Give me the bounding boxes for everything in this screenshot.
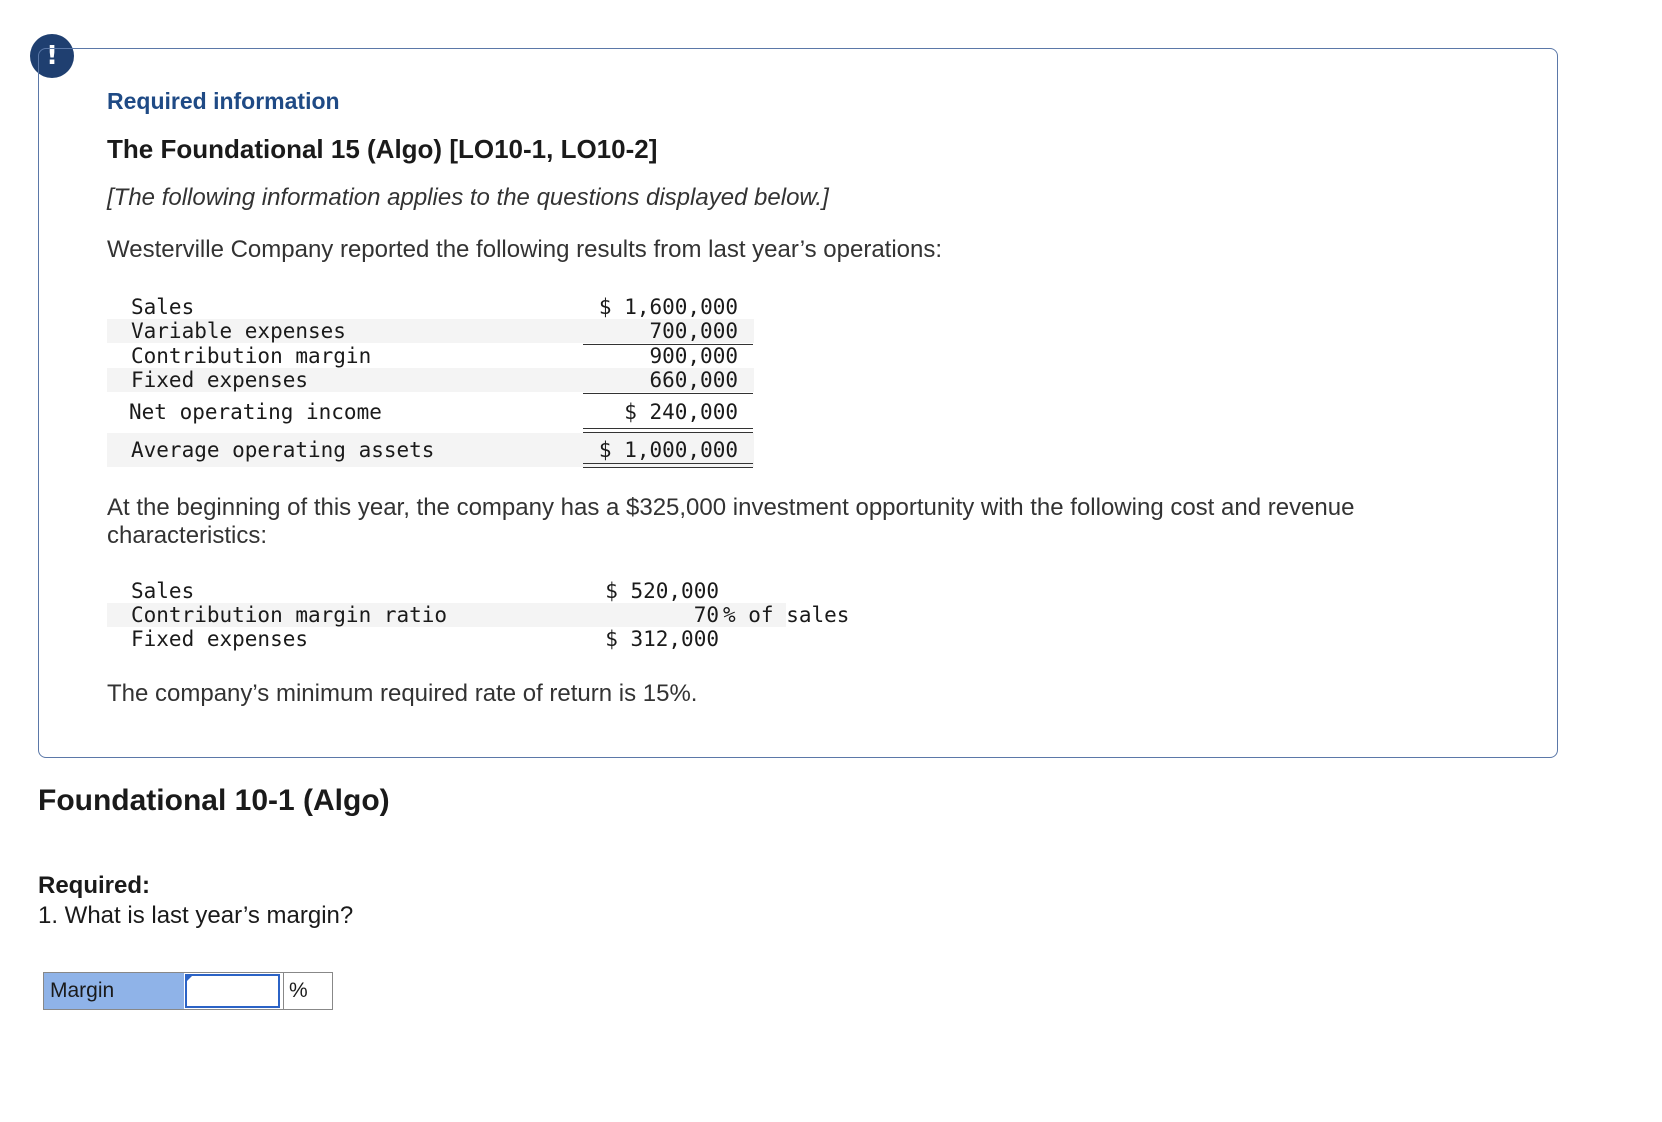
intro-text: Westerville Company reported the following results from last year’s operations: bbox=[107, 236, 943, 263]
margin-label: Margin bbox=[44, 973, 184, 1009]
total-double-rule-top bbox=[583, 428, 753, 429]
table-row bbox=[107, 579, 786, 603]
row-label: Sales bbox=[131, 579, 195, 603]
section-title: The Foundational 15 (Algo) [LO10-1, LO10-2] bbox=[107, 134, 658, 164]
total-double-rule-bottom bbox=[583, 467, 753, 468]
input-flag-icon bbox=[187, 975, 193, 981]
opportunity-text: At the beginning of this year, the company has a $325,000 investment opportunity with the following cost and revenue characteristics: bbox=[107, 494, 1355, 549]
question-text: 1. What is last year’s margin? bbox=[38, 902, 354, 929]
total-double-rule-top bbox=[583, 463, 753, 464]
section-subtitle: [The following information applies to the questions displayed below.] bbox=[107, 184, 829, 211]
row-value: $ 1,000,000 bbox=[598, 438, 738, 462]
row-value: $ 1,600,000 bbox=[598, 295, 738, 319]
row-value: $ 520,000 bbox=[605, 579, 719, 603]
table-row bbox=[107, 433, 754, 467]
row-label: Net operating income bbox=[129, 400, 382, 424]
row-value: $ 240,000 bbox=[624, 400, 738, 424]
row-label: Sales bbox=[131, 295, 195, 319]
row-label: Fixed expenses bbox=[131, 368, 309, 392]
margin-answer-row bbox=[43, 972, 333, 1010]
row-unit: % of sales bbox=[723, 603, 850, 627]
table-row bbox=[107, 627, 786, 651]
table-row bbox=[107, 344, 754, 368]
row-value: 900,000 bbox=[649, 344, 738, 368]
table-row bbox=[107, 603, 850, 627]
table-row bbox=[107, 398, 754, 426]
row-label: Variable expenses bbox=[131, 319, 346, 343]
row-value: 70 bbox=[693, 603, 719, 627]
table-row bbox=[107, 319, 754, 343]
table-row bbox=[107, 295, 754, 319]
row-label: Average operating assets bbox=[131, 438, 435, 462]
question-title: Foundational 10-1 (Algo) bbox=[38, 784, 390, 817]
row-label: Contribution margin ratio bbox=[131, 603, 448, 627]
margin-input[interactable] bbox=[185, 974, 280, 1008]
required-info-heading: Required information bbox=[107, 88, 340, 114]
row-label: Contribution margin bbox=[131, 344, 372, 368]
row-value: $ 312,000 bbox=[605, 627, 719, 651]
row-value: 660,000 bbox=[649, 368, 738, 392]
row-label: Fixed expenses bbox=[131, 627, 309, 651]
percent-unit: % bbox=[283, 973, 308, 1009]
row-value: 700,000 bbox=[649, 319, 738, 343]
min-return-text: The company’s minimum required rate of return is 15%. bbox=[107, 680, 698, 707]
required-label: Required: bbox=[38, 872, 151, 899]
alert-icon: ! bbox=[30, 34, 74, 78]
table-row bbox=[107, 368, 754, 392]
subtotal-rule bbox=[583, 393, 753, 394]
